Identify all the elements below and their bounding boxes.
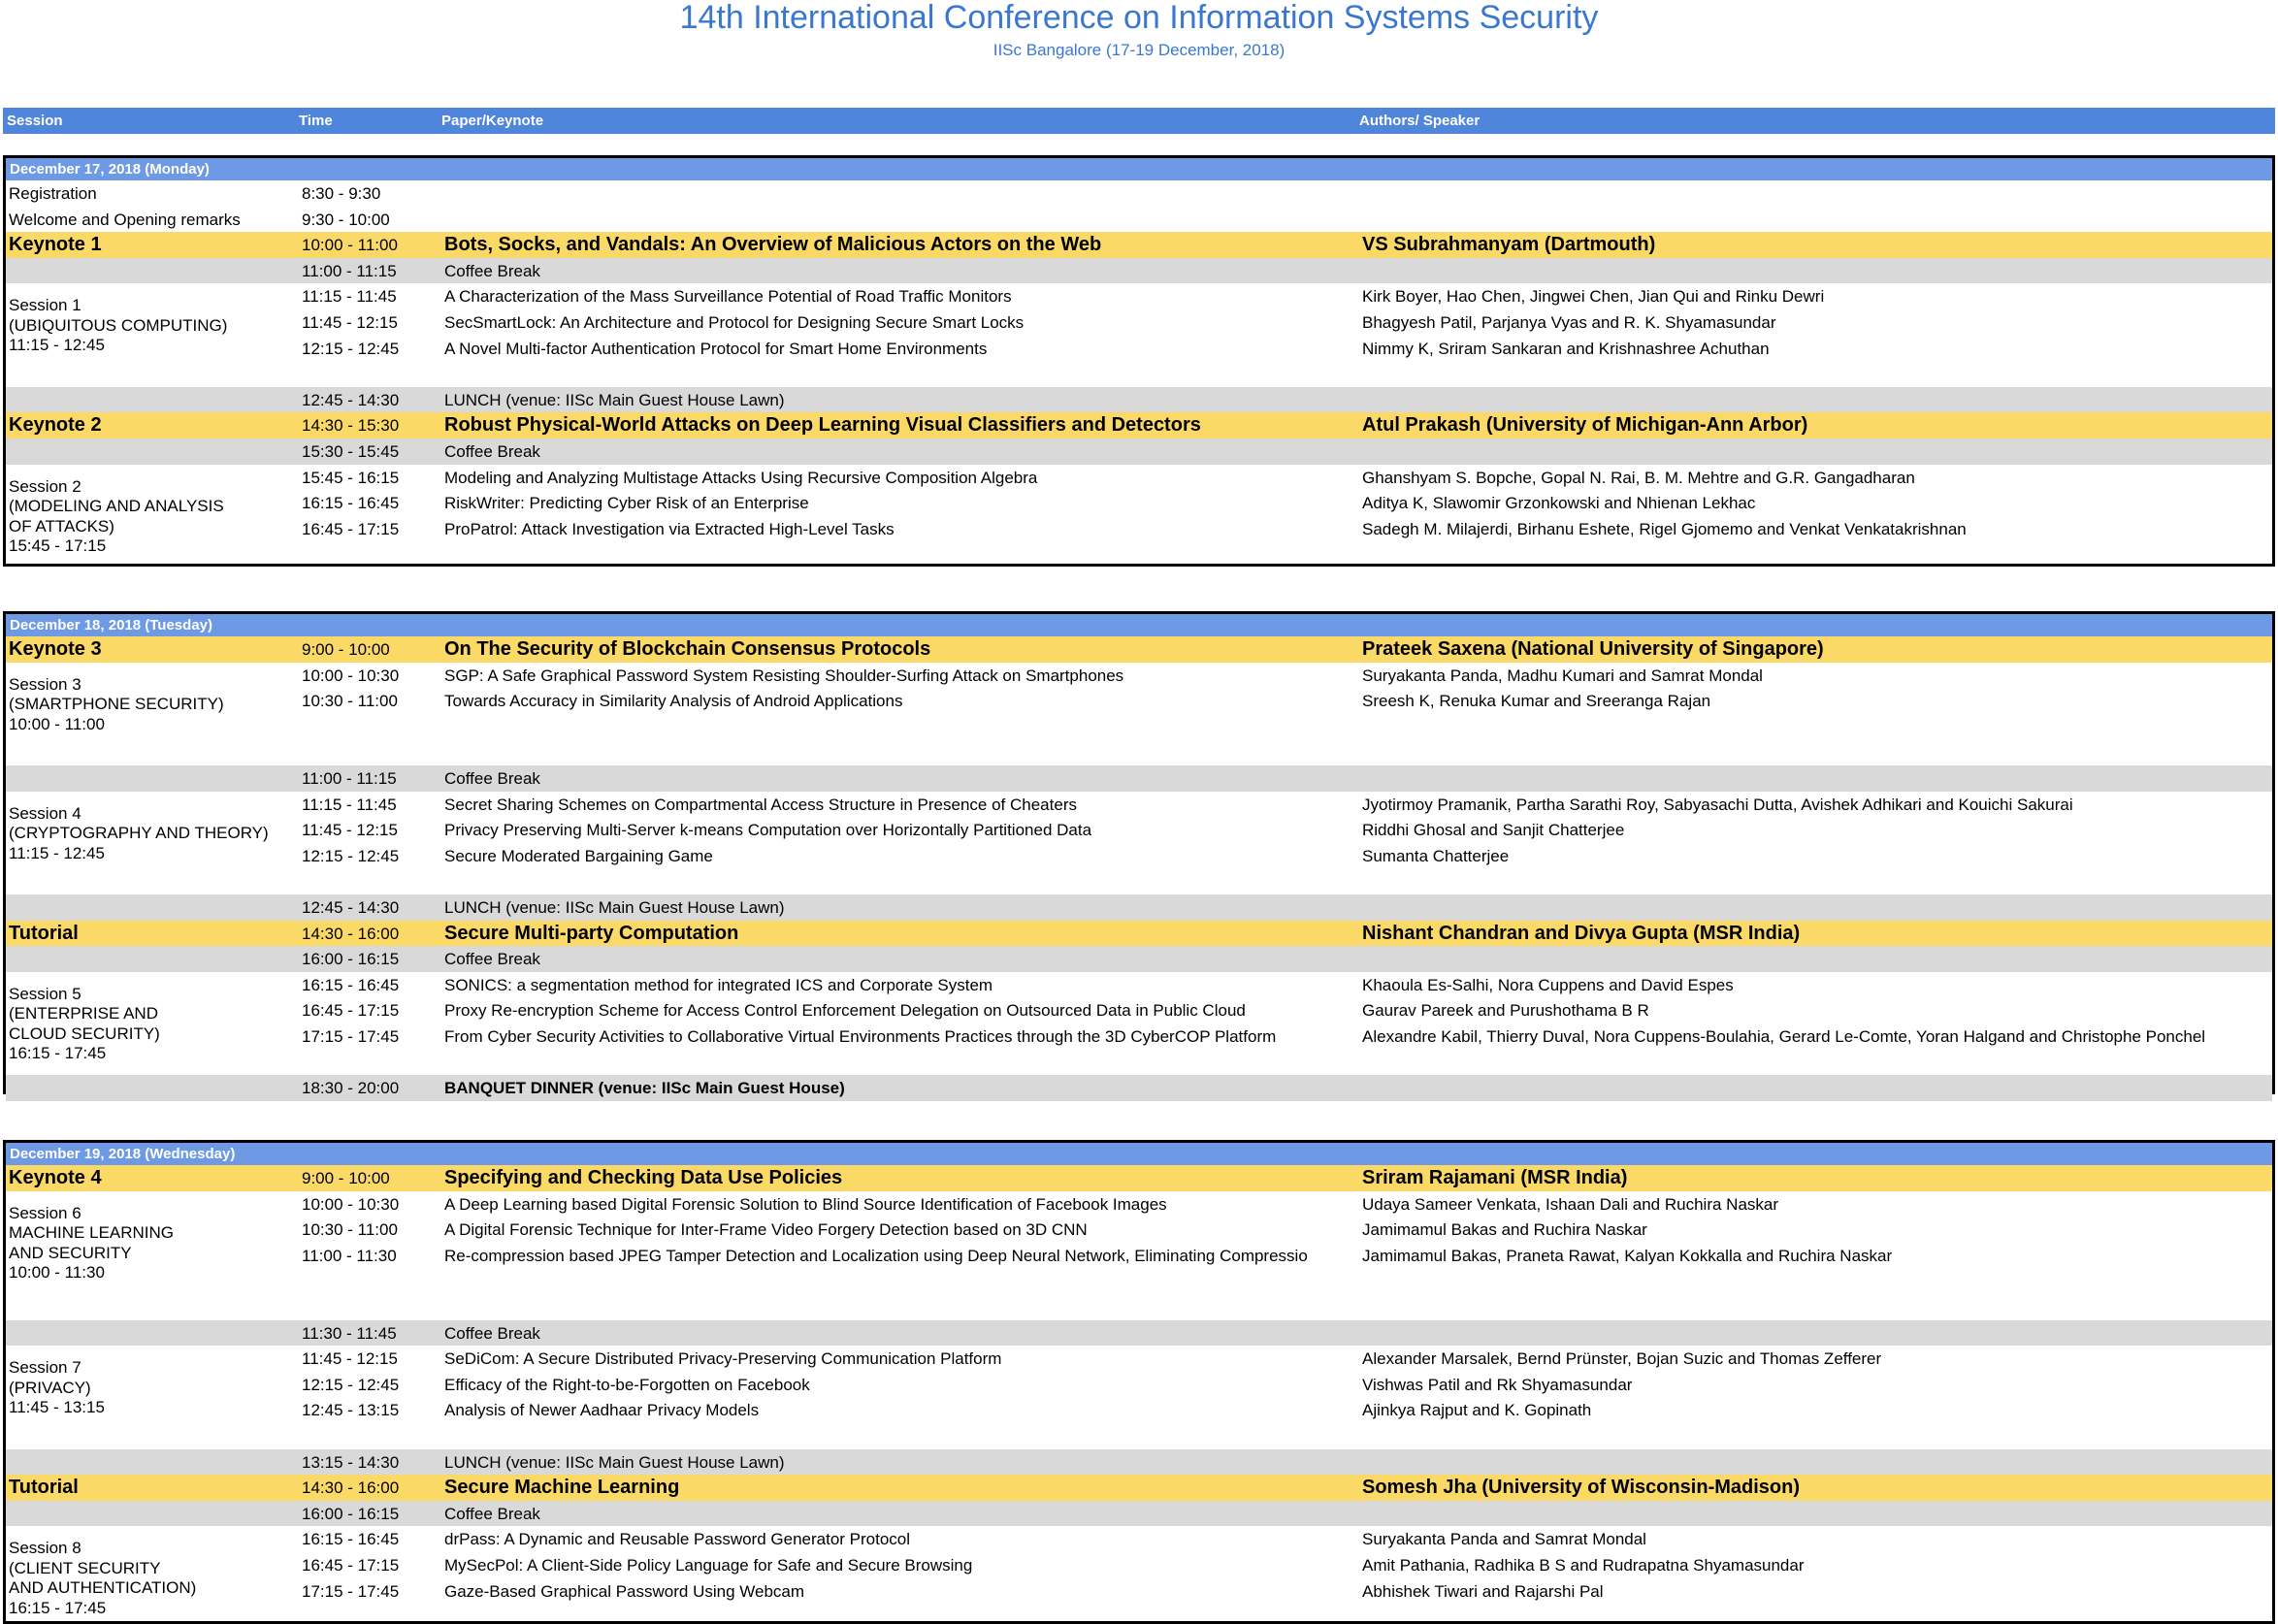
session-label-line: (ENTERPRISE AND — [9, 1004, 158, 1023]
time-cell: 13:15 - 14:30 — [302, 1452, 400, 1472]
time-cell: 10:30 - 11:00 — [302, 692, 398, 711]
session-label — [9, 675, 224, 735]
break-row — [6, 1075, 2272, 1101]
authors-cell: Kirk Boyer, Hao Chen, Jingwei Chen, Jian Qui and Rinku Dewri — [1362, 287, 1825, 307]
time-cell: 12:15 - 12:45 — [302, 339, 400, 358]
session-label-line: 11:15 - 12:45 — [9, 843, 105, 862]
schedule-row — [6, 1023, 2272, 1050]
paper-cell: Coffee Break — [444, 442, 540, 461]
schedule-row — [6, 1191, 2272, 1218]
time-cell: 10:30 - 11:00 — [302, 1220, 398, 1240]
paper-cell: Analysis of Newer Aadhaar Privacy Models — [444, 1401, 760, 1420]
schedule-row — [6, 490, 2272, 516]
time-cell: 16:45 - 17:15 — [302, 519, 400, 538]
schedule-row — [6, 868, 2272, 894]
paper-cell: Modeling and Analyzing Multistage Attacks Using Recursive Composition Algebra — [444, 468, 1038, 487]
authors-cell: Bhagyesh Patil, Parjanya Vyas and R. K. Shyamasundar — [1362, 313, 1776, 332]
break-row — [6, 946, 2272, 972]
time-cell: 9:30 - 10:00 — [302, 210, 390, 229]
session-label-line: Session 1 — [9, 296, 81, 315]
schedule-row — [6, 1050, 2272, 1076]
authors-cell: Khaoula Es-Salhi, Nora Cuppens and David Espes — [1362, 975, 1734, 994]
session-cell: Tutorial — [9, 1477, 79, 1499]
column-header-session: Session — [7, 113, 63, 129]
paper-cell: drPass: A Dynamic and Reusable Password Generator Protocol — [444, 1530, 911, 1549]
authors-cell: Aditya K, Slawomir Grzonkowski and Nhienan Lekhac — [1362, 494, 1756, 513]
authors-cell: Nimmy K, Sriram Sankaran and Krishnashree Achuthan — [1362, 339, 1770, 358]
schedule-row — [6, 739, 2272, 765]
keynote-row — [6, 921, 2272, 947]
schedule-row — [6, 180, 2272, 207]
time-cell: 17:15 - 17:45 — [302, 1027, 400, 1046]
session-label-line: Session 4 — [9, 803, 81, 823]
session-cell: Keynote 2 — [9, 414, 102, 437]
session-label-line: (MODELING AND ANALYSIS — [9, 497, 224, 516]
page-subtitle: IISc Bangalore (17-19 December, 2018) — [993, 41, 1285, 59]
time-cell: 10:00 - 10:30 — [302, 666, 400, 685]
session-label — [9, 1539, 196, 1618]
authors-cell: Suryakanta Panda and Samrat Mondal — [1362, 1530, 1646, 1549]
time-cell: 12:45 - 14:30 — [302, 390, 400, 409]
authors-cell: Udaya Sameer Venkata, Ishaan Dali and Ruchira Naskar — [1362, 1194, 1779, 1214]
paper-cell: LUNCH (venue: IISc Main Guest House Lawn) — [444, 390, 785, 409]
session-label — [9, 296, 227, 356]
session-cell: Keynote 1 — [9, 234, 102, 256]
schedule-row — [6, 1294, 2272, 1320]
schedule-row — [6, 1578, 2272, 1605]
paper-cell: BANQUET DINNER (venue: IISc Main Guest House) — [444, 1079, 845, 1098]
time-cell: 10:00 - 11:00 — [302, 236, 398, 255]
paper-cell: LUNCH (venue: IISc Main Guest House Lawn) — [444, 1452, 785, 1472]
time-cell: 12:45 - 14:30 — [302, 898, 400, 917]
authors-cell: Riddhi Ghosal and Sanjit Chatterjee — [1362, 821, 1625, 840]
session-label-line: 16:15 - 17:45 — [9, 1044, 107, 1063]
session-label-line: OF ATTACKS) — [9, 516, 114, 536]
time-cell: 11:45 - 12:15 — [302, 313, 398, 332]
schedule-row — [6, 663, 2272, 689]
session-label — [9, 985, 160, 1064]
paper-cell: SeDiCom: A Secure Distributed Privacy-Preserving Communication Platform — [444, 1349, 1002, 1369]
time-cell: 15:45 - 16:15 — [302, 468, 400, 487]
session-label-line: 10:00 - 11:30 — [9, 1263, 105, 1283]
authors-cell: Vishwas Patil and Rk Shyamasundar — [1362, 1375, 1633, 1394]
authors-cell: Ajinkya Rajput and K. Gopinath — [1362, 1401, 1592, 1420]
paper-cell: Coffee Break — [444, 1504, 540, 1523]
keynote-row — [6, 1475, 2272, 1501]
break-row — [6, 387, 2272, 413]
time-cell: 14:30 - 15:30 — [302, 416, 400, 436]
schedule-row — [6, 1526, 2272, 1552]
session-label-line: CLOUD SECURITY) — [9, 1023, 160, 1043]
paper-cell: Re-compression based JPEG Tamper Detection and Localization using Deep Neural Network, Eliminating Compressio — [444, 1246, 1308, 1265]
session-label-line: 11:45 - 13:15 — [9, 1398, 105, 1417]
authors-cell: Somesh Jha (University of Wisconsin-Madison) — [1362, 1477, 1801, 1499]
paper-cell: Proxy Re-encryption Scheme for Access Control Enforcement Delegation on Outsourced Data in Public Cloud — [444, 1001, 1246, 1021]
authors-cell: Jamimamul Bakas, Praneta Rawat, Kalyan Kokkalla and Ruchira Naskar — [1362, 1246, 1893, 1265]
keynote-row — [6, 232, 2272, 258]
session-cell: Registration — [9, 184, 97, 203]
session-cell: Welcome and Opening remarks — [9, 210, 241, 229]
authors-cell: Amit Pathania, Radhika B S and Rudrapatna Shyamasundar — [1362, 1556, 1805, 1575]
schedule-row — [6, 465, 2272, 491]
day-title: December 19, 2018 (Wednesday) — [6, 1143, 2272, 1165]
session-label-line: Session 5 — [9, 984, 81, 1003]
authors-cell: Suryakanta Panda, Madhu Kumari and Samrat Mondal — [1362, 666, 1763, 685]
schedule-row — [6, 516, 2272, 542]
paper-cell: Secure Machine Learning — [444, 1477, 680, 1499]
session-label-line: 15:45 - 17:15 — [9, 536, 107, 556]
session-label — [9, 1358, 105, 1418]
schedule-row — [6, 1346, 2272, 1372]
column-header-paper: Paper/Keynote — [441, 113, 544, 129]
session-label-line: AND SECURITY — [9, 1243, 132, 1262]
schedule-row — [6, 1423, 2272, 1449]
authors-cell: Prateek Saxena (National University of Singapore) — [1362, 638, 1824, 660]
paper-cell: SecSmartLock: An Architecture and Protocol for Designing Secure Smart Locks — [444, 313, 1025, 332]
session-cell: Keynote 3 — [9, 638, 102, 660]
session-label-line: (CLIENT SECURITY — [9, 1558, 161, 1577]
time-cell: 11:00 - 11:15 — [302, 769, 397, 788]
paper-cell: Privacy Preserving Multi-Server k-means Computation over Horizontally Partitioned Data — [444, 821, 1092, 840]
time-cell: 15:30 - 15:45 — [302, 442, 400, 461]
session-label-line: 16:15 - 17:45 — [9, 1598, 107, 1617]
time-cell: 18:30 - 20:00 — [302, 1079, 400, 1098]
authors-cell: Jamimamul Bakas and Ruchira Naskar — [1362, 1220, 1647, 1240]
paper-cell: Coffee Break — [444, 261, 540, 280]
schedule-row — [6, 972, 2272, 998]
session-label-line: Session 2 — [9, 476, 81, 496]
authors-cell: Ghanshyam S. Bopche, Gopal N. Rai, B. M. Mehtre and G.R. Gangadharan — [1362, 468, 1915, 487]
column-header-row — [3, 108, 2275, 134]
time-cell: 16:15 - 16:45 — [302, 494, 400, 513]
schedule-row — [6, 1552, 2272, 1578]
keynote-row — [6, 636, 2272, 663]
paper-cell: ProPatrol: Attack Investigation via Extracted High-Level Tasks — [444, 519, 895, 538]
day-title: December 18, 2018 (Tuesday) — [6, 614, 2272, 636]
schedule-row — [6, 283, 2272, 309]
authors-cell: Sumanta Chatterjee — [1362, 846, 1510, 865]
time-cell: 16:15 - 16:45 — [302, 1530, 400, 1549]
schedule-row — [6, 1243, 2272, 1269]
time-cell: 16:45 - 17:15 — [302, 1001, 400, 1021]
session-cell: Tutorial — [9, 922, 79, 944]
break-row — [6, 1320, 2272, 1347]
time-cell: 8:30 - 9:30 — [302, 184, 381, 203]
session-label-line: Session 3 — [9, 674, 81, 694]
time-cell: 16:45 - 17:15 — [302, 1556, 400, 1575]
time-cell: 16:00 - 16:15 — [302, 950, 400, 969]
paper-cell: Coffee Break — [444, 1323, 540, 1343]
time-cell: 11:15 - 11:45 — [302, 287, 397, 307]
time-cell: 11:15 - 11:45 — [302, 795, 397, 814]
schedule-row — [6, 1217, 2272, 1243]
time-cell: 11:45 - 12:15 — [302, 1349, 398, 1369]
schedule-row — [6, 817, 2272, 843]
page-title: 14th International Conference on Information Systems Security — [679, 0, 1599, 36]
schedule-row — [6, 1372, 2272, 1398]
time-cell: 12:15 - 12:45 — [302, 846, 400, 865]
schedule-row — [6, 309, 2272, 336]
keynote-row — [6, 412, 2272, 438]
session-label — [9, 804, 269, 864]
break-row — [6, 438, 2272, 465]
day-title: December 17, 2018 (Monday) — [6, 158, 2272, 180]
authors-cell: Gaurav Pareek and Purushothama B R — [1362, 1001, 1649, 1021]
session-label-line: AND AUTHENTICATION) — [9, 1578, 197, 1598]
paper-cell: From Cyber Security Activities to Collaborative Virtual Environments Practices through the 3D CyberCOP Platform — [444, 1027, 1277, 1046]
time-cell: 9:00 - 10:00 — [302, 640, 390, 659]
authors-cell: Alexander Marsalek, Bernd Prünster, Bojan Suzic and Thomas Zefferer — [1362, 1349, 1882, 1369]
time-cell: 11:45 - 12:15 — [302, 821, 398, 840]
session-label-line: (CRYPTOGRAPHY AND THEORY) — [9, 824, 269, 843]
paper-cell: Secure Multi-party Computation — [444, 922, 739, 944]
time-cell: 17:15 - 17:45 — [302, 1581, 400, 1601]
authors-cell: VS Subrahmanyam (Dartmouth) — [1362, 234, 1656, 256]
paper-cell: Bots, Socks, and Vandals: An Overview of Malicious Actors on the Web — [444, 234, 1102, 256]
authors-cell: Jyotirmoy Pramanik, Partha Sarathi Roy, Sabyasachi Dutta, Avishek Adhikari and Kouichi Sakurai — [1362, 795, 2073, 814]
paper-cell: A Digital Forensic Technique for Inter-Frame Video Forgery Detection based on 3D CNN — [444, 1220, 1088, 1240]
schedule-row — [6, 714, 2272, 740]
paper-cell: RiskWriter: Predicting Cyber Risk of an Enterprise — [444, 494, 809, 513]
paper-cell: Robust Physical-World Attacks on Deep Learning Visual Classifiers and Detectors — [444, 414, 1201, 437]
session-label — [9, 477, 224, 557]
schedule-row — [6, 843, 2272, 869]
session-label — [9, 1204, 174, 1283]
session-label-line: (PRIVACY) — [9, 1378, 91, 1397]
paper-cell: A Novel Multi-factor Authentication Protocol for Smart Home Environments — [444, 339, 988, 358]
paper-cell: Secret Sharing Schemes on Compartmental Access Structure in Presence of Cheaters — [444, 795, 1077, 814]
session-label-line: Session 8 — [9, 1539, 81, 1558]
schedule-row — [6, 1397, 2272, 1423]
time-cell: 11:00 - 11:30 — [302, 1246, 397, 1265]
authors-cell: Sadegh M. Milajerdi, Birhanu Eshete, Rigel Gjomemo and Venkat Venkatakrishnan — [1362, 519, 1967, 538]
schedule-row — [6, 792, 2272, 818]
column-header-time: Time — [299, 113, 333, 129]
paper-cell: Coffee Break — [444, 950, 540, 969]
break-row — [6, 1449, 2272, 1476]
paper-cell: A Characterization of the Mass Surveillance Potential of Road Traffic Monitors — [444, 287, 1012, 307]
session-label-line: (SMARTPHONE SECURITY) — [9, 695, 224, 714]
session-label-line: MACHINE LEARNING — [9, 1223, 175, 1243]
paper-cell: SONICS: a segmentation method for integrated ICS and Corporate System — [444, 975, 993, 994]
time-cell: 12:15 - 12:45 — [302, 1375, 400, 1394]
paper-cell: SGP: A Safe Graphical Password System Resisting Shoulder-Surfing Attack on Smartphones — [444, 666, 1124, 685]
paper-cell: A Deep Learning based Digital Forensic Solution to Blind Source Identification of Facebook Images — [444, 1194, 1167, 1214]
day-block-dec-18 — [3, 611, 2275, 1098]
paper-cell: Efficacy of the Right-to-be-Forgotten on Facebook — [444, 1375, 810, 1394]
time-cell: 16:00 - 16:15 — [302, 1504, 400, 1523]
keynote-row — [6, 1165, 2272, 1191]
paper-cell: LUNCH (venue: IISc Main Guest House Lawn) — [444, 898, 785, 917]
session-label-line: Session 7 — [9, 1358, 81, 1378]
schedule-row — [6, 361, 2272, 387]
paper-cell: On The Security of Blockchain Consensus Protocols — [444, 638, 931, 660]
schedule-row — [6, 336, 2272, 362]
break-row — [6, 894, 2272, 921]
session-cell: Keynote 4 — [9, 1167, 102, 1188]
schedule-row — [6, 1268, 2272, 1294]
paper-cell: Specifying and Checking Data Use Policies — [444, 1167, 843, 1188]
paper-cell: Coffee Break — [444, 769, 540, 788]
time-cell: 11:00 - 11:15 — [302, 261, 397, 280]
day-block-dec-19 — [3, 1140, 2275, 1624]
authors-cell: Sreesh K, Renuka Kumar and Sreeranga Rajan — [1362, 692, 1711, 711]
time-cell: 11:30 - 11:45 — [302, 1323, 397, 1343]
day-block-dec-17 — [3, 155, 2275, 567]
authors-cell: Atul Prakash (University of Michigan-Ann Arbor) — [1362, 414, 1808, 437]
schedule-row — [6, 207, 2272, 233]
break-row — [6, 765, 2272, 792]
session-label-line: 10:00 - 11:00 — [9, 714, 105, 733]
authors-cell: Sriram Rajamani (MSR India) — [1362, 1167, 1628, 1188]
time-cell: 16:15 - 16:45 — [302, 975, 400, 994]
schedule-row — [6, 997, 2272, 1023]
session-label-line: 11:15 - 12:45 — [9, 336, 105, 355]
time-cell: 14:30 - 16:00 — [302, 924, 400, 943]
paper-cell: Towards Accuracy in Similarity Analysis of Android Applications — [444, 692, 903, 711]
session-label-line: Session 6 — [9, 1203, 81, 1222]
paper-cell: Secure Moderated Bargaining Game — [444, 846, 713, 865]
session-label-line: (UBIQUITOUS COMPUTING) — [9, 315, 228, 335]
authors-cell: Nishant Chandran and Divya Gupta (MSR India) — [1362, 922, 1801, 944]
time-cell: 10:00 - 10:30 — [302, 1194, 400, 1214]
break-row — [6, 1501, 2272, 1527]
paper-cell: MySecPol: A Client-Side Policy Language for Safe and Secure Browsing — [444, 1556, 973, 1575]
break-row — [6, 258, 2272, 284]
time-cell: 14:30 - 16:00 — [302, 1478, 400, 1498]
time-cell: 12:45 - 13:15 — [302, 1401, 400, 1420]
authors-cell: Abhishek Tiwari and Rajarshi Pal — [1362, 1581, 1604, 1601]
paper-cell: Gaze-Based Graphical Password Using Webcam — [444, 1581, 805, 1601]
column-header-authors: Authors/ Speaker — [1359, 113, 1481, 129]
time-cell: 9:00 - 10:00 — [302, 1169, 390, 1187]
authors-cell: Alexandre Kabil, Thierry Duval, Nora Cuppens-Boulahia, Gerard Le-Comte, Yoran Halgand and Christophe Ponchel — [1362, 1027, 2206, 1046]
schedule-row — [6, 688, 2272, 714]
